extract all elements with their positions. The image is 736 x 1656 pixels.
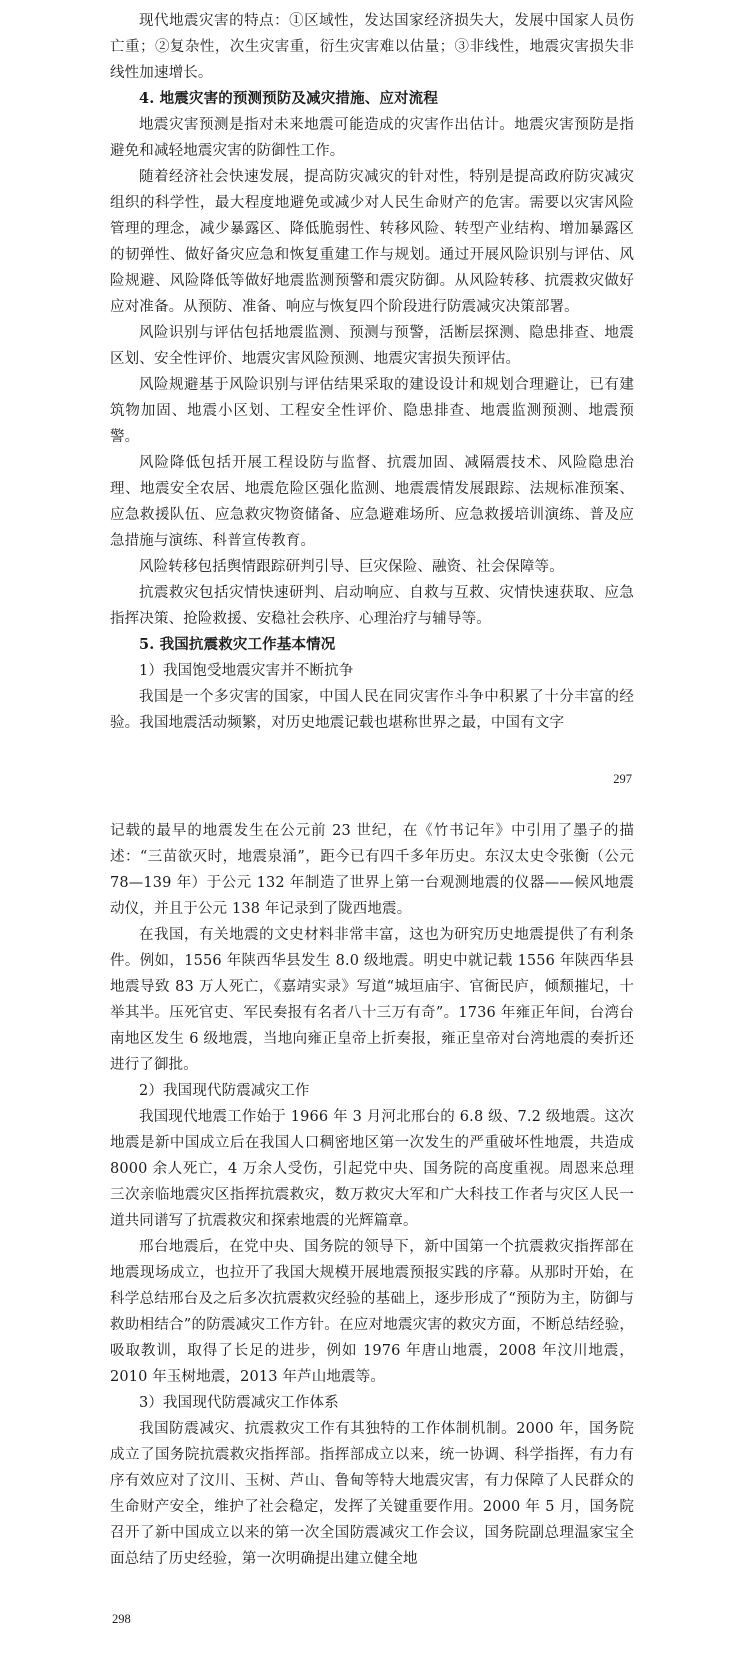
page-number: 297 [613,772,632,786]
paragraph: 抗震救灾包括灾情快速研判、启动响应、自救与互救、灾情快速获取、应急指挥决策、抢险救援、安稳社会秩序、心理治疗与辅导等。 [110,585,634,627]
page-body [110,818,634,1572]
subsection-heading: 1）我国饱受地震灾害并不断抗争 [139,663,354,679]
paragraph: 记载的最早的地震发生在公元前 23 世纪，在《竹书记年》中引用了墨子的描述：“三苗欲灭时，地震泉涌”，距今已有四千多年历史。东汉太史令张衡（公元 78—139 年）于公元 132 年制造了世界上第一台观测地震的仪器——候风地震动仪，并且于公元 138 年记录到了陇西地震。 [110,823,634,917]
page-297 [0,0,736,800]
paragraph: 我国是一个多灾害的国家，中国人民在同灾害作斗争中积累了十分丰富的经验。我国地震活动频繁，对历史地震记载也堪称世界之最，中国有文字 [110,689,634,731]
paragraph: 随着经济社会快速发展，提高防灾减灾的针对性，特别是提高政府防灾减灾组织的科学性，最大程度地避免或减少对人民生命财产的危害。需要以灾害风险管理的理念，减少暴露区、降低脆弱性、转移风险、转型产业结构、增加暴露区的韧弹性、做好备灾应急和恢复重建工作与规划。通过开展风险识别与评估、风险规避、风险降低等做好地震监测预警和震灾防御。从风险转移、抗震救灾做好应对准备。从预防、准备、响应与恢复四个阶段进行防震减灾决策部署。 [110,169,634,315]
paragraph: 我国防震减灾、抗震救灾工作有其独特的工作体制机制。2000 年，国务院成立了国务院抗震救灾指挥部。指挥部成立以来，统一协调、科学指挥，有力有序有效应对了汶川、玉树、芦山、鲁甸等特大地震灾害，有力保障了人民群众的生命财产安全，维护了社会稳定，发挥了关键重要作用。2000 年 5 月，国务院召开了新中国成立以来的第一次全国防震减灾工作会议，国务院副总理温家宝全面总结了历史经验，第一次明确提出建立健全地 [110,1421,634,1567]
paragraph: 地震灾害预测是指对未来地震可能造成的灾害作出估计。地震灾害预防是指避免和减轻地震灾害的防御性工作。 [110,117,634,159]
section-heading: 4. 地震灾害的预测预防及减灾措施、应对流程 [139,90,438,107]
paragraph: 邢台地震后，在党中央、国务院的领导下，新中国第一个抗震救灾指挥部在地震现场成立，也拉开了我国大规模开展地震预报实践的序幕。从那时开始，在科学总结邢台及之后多次抗震救灾经验的基础上，逐步形成了“预防为主，防御与救助相结合”的防震减灾工作方针。在应对地震灾害的救灾方面，不断总结经验，吸取教训，取得了长足的进步，例如 1976 年唐山地震，2008 年汶川地震，2010 年玉树地震，2013 年芦山地震等。 [110,1239,634,1385]
paragraph: 我国现代地震工作始于 1966 年 3 月河北邢台的 6.8 级、7.2 级地震。这次地震是新中国成立后在我国人口稠密地区第一次发生的严重破坏性地震，共造成 8000 余人死亡，4 万余人受伤，引起党中央、国务院的高度重视。周恩来总理三次亲临地震灾区指挥抗震救灾，数万救灾大军和广大科技工作者与灾区人民一道共同谱写了抗震救灾和探索地震的光辉篇章。 [110,1109,634,1229]
subsection-heading: 2）我国现代防震减灾工作 [139,1083,310,1099]
subsection-heading: 3）我国现代防震减灾工作体系 [139,1395,339,1411]
paragraph: 风险转移包括舆情跟踪研判引导、巨灾保险、融资、社会保障等。 [139,559,564,575]
paragraph: 风险降低包括开展工程设防与监督、抗震加固、减隔震技术、风险隐患治理、地震安全农居、地震危险区强化监测、地震震情发展跟踪、法规标准预案、应急救援队伍、应急救灾物资储备、应急避难场所、应急救援培训演练、普及应急措施与演练、科普宣传教育。 [110,455,634,549]
section-heading: 5. 我国抗震救灾工作基本情况 [139,636,336,653]
paragraph: 现代地震灾害的特点：①区域性，发达国家经济损失大，发展中国家人员伤亡重；②复杂性，次生灾害重，衍生灾害难以估量；③非线性，地震灾害损失非线性加速增长。 [110,13,634,81]
page-body [110,8,634,736]
paragraph: 风险识别与评估包括地震监测、预测与预警，活断层探测、隐患排查、地震区划、安全性评价、地震灾害风险预测、地震灾害损失预评估。 [110,325,634,367]
paragraph: 风险规避基于风险识别与评估结果采取的建设设计和规划合理避让，已有建筑物加固、地震小区划、工程安全性评价、隐患排查、地震监测预测、地震预警。 [110,377,634,445]
page-298 [0,800,736,1656]
page-number: 298 [112,1612,131,1626]
paragraph: 在我国，有关地震的文史材料非常丰富，这也为研究历史地震提供了有利条件。例如，1556 年陕西华县发生 8.0 级地震。明史中就记载 1556 年陕西华县地震导致 83 万人死亡，《嘉靖实录》写道“城垣庙宇、官衙民庐，倾颓摧圮，十举其半。压死官吏、军民奏报有名者八十三万有奇”。1736 年雍正年间，台湾台南地区发生 6 级地震，当地向雍正皇帝上折奏报，雍正皇帝对台湾地震的奏折还进行了御批。 [110,927,634,1073]
